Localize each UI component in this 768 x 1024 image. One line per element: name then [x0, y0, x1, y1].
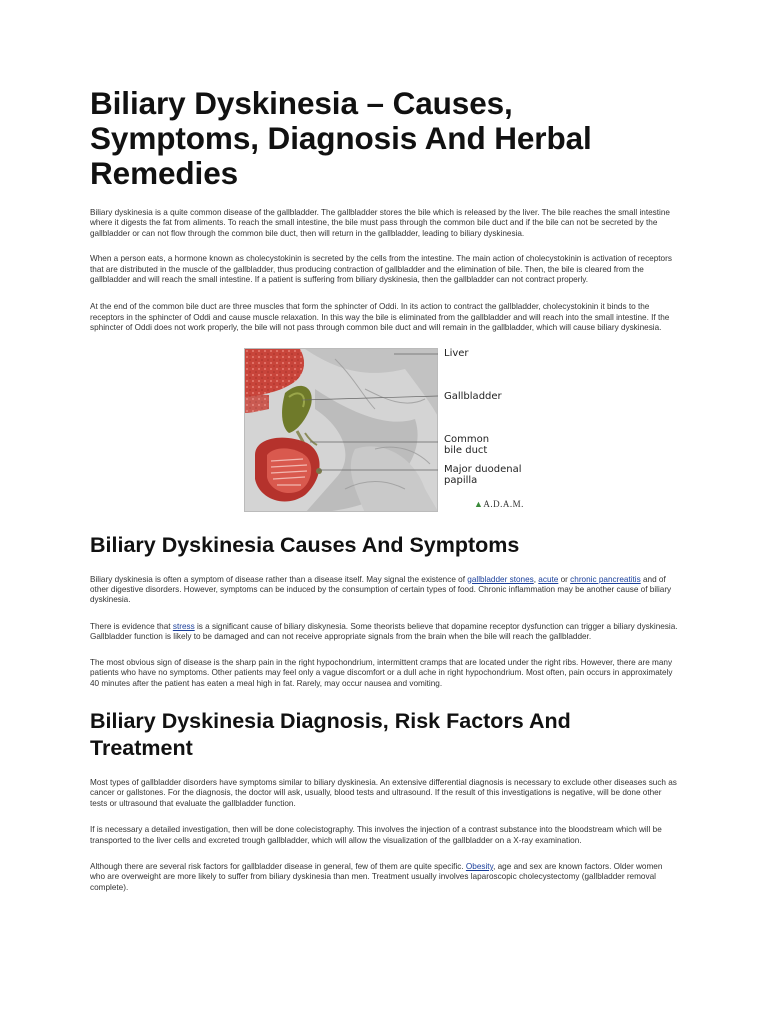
causes-p1-text-before: Biliary dyskinesia is often a symptom of disease rather than a disease itself. May signal the existence of — [90, 574, 468, 584]
intro-paragraph-2: When a person eats, a hormone known as cholecystokinin is secreted by the cells from the intestine. The main action of cholecystokinin is activation of receptors that are distributed in the muscle of the gallbladder, thus producing contraction of gallbladder and the elimination of bile. Then, the bile is cleared from the gallbladder and will reach the small intestine. If a patient is suffering from biliary dyskinesia, then the gallbladder can not contract properly. — [90, 254, 672, 285]
article-title: Biliary Dyskinesia – Causes, Symptoms, Diagnosis And Herbal Remedies — [90, 85, 592, 191]
link-stress[interactable]: stress — [172, 621, 195, 631]
link-gallbladder-stones[interactable]: gallbladder stones — [467, 574, 534, 584]
figure-callout-lines — [244, 348, 534, 512]
causes-p1-sep2: or — [558, 574, 571, 584]
causes-paragraph-2 — [90, 622, 678, 643]
diagnosis-paragraph-1: Most types of gallbladder disorders have symptoms similar to biliary dyskinesia. An extensive differential diagnosis is necessary to exclude other diseases such as cancer or gallstones. For the diagnosis, the doctor will ask, usually, blood tests and ultrasound. If the result of this investigations is negative, will be done other tests or ultrasound that evaluate the gallbladder function. — [90, 777, 677, 808]
diagnosis-paragraph-3 — [90, 862, 678, 893]
anatomy-figure — [244, 348, 534, 512]
link-chronic-pancreatitis[interactable]: chronic pancreatitis — [570, 574, 641, 584]
causes-paragraph-1 — [90, 575, 678, 606]
label-liver: Liver — [444, 347, 469, 359]
label-common-bile-duct: Common bile duct — [444, 433, 490, 456]
diagnosis-p3-text-after: , age and sex are known factors. Older women who are overweight are more likely to suffer from biliary dyskinesia than men. Treatment usually involves laparoscopic cholecystectomy (gallbladder removal complete). — [90, 861, 663, 892]
causes-p1-sep1: , — [533, 574, 539, 584]
causes-p2-text-before: There is evidence that — [90, 621, 173, 631]
intro-paragraph-3: At the end of the common bile duct are three muscles that form the sphincter of Oddi. In its action to contract the gallbladder, cholecystokinin it binds to the receptors in the sphincter of Oddi and cause muscle relaxation. In this way the bile is eliminated from the gallbladder and will reach into the small intestine. If the sphincter of Oddi does not work properly, the bile will not pass through common bile duct and will remain in the gallbladder, which will cause biliary dyskinesia. — [90, 302, 670, 333]
link-acute[interactable]: acute — [538, 574, 559, 584]
label-major-duodenal-papilla: Major duodenal papilla — [444, 463, 522, 486]
diagnosis-paragraph-2: If is necessary a detailed investigation, then will be done colecistography. This involves the injection of a contrast substance into the bloodstream which will be transported to the liver cells and excreted trough gallbladder, which will allow the visualization of the gallbladder on a X-ray examination. — [90, 825, 662, 845]
intro-paragraph-1: Biliary dyskinesia is a quite common disease of the gallbladder. The gallbladder stores the bile which is released by the liver. The bile reaches the small intestine where it digests the fat from aliments. To reach the small intestine, the bile must pass through the common bile duct and if the bile can not be secreted by the gallbladder or can not flow through the common bile duct, then will return in the gallbladder, leading to biliary dyskinesia. — [90, 208, 670, 238]
section-heading-diagnosis: Biliary Dyskinesia Diagnosis, Risk Factors And Treatment — [90, 708, 571, 760]
article — [90, 86, 678, 893]
adam-logo-mark: ▲ — [474, 498, 484, 509]
diagnosis-p3-text-before: Although there are several risk factors for gallbladder disease in general, few of them are quite specific. — [90, 861, 466, 871]
adam-credit-text: A.D.A.M. — [483, 498, 524, 509]
causes-p2-text-after: is a significant cause of biliary diskynesia. Some theorists believe that dopamine receptor dysfunction can trigger a biliary dyskinesia. Gallbladder function is likely to be damaged and can not receive appropriate signals from the brain when the bile will reach the gallbladder. — [90, 621, 678, 642]
adam-logo — [474, 499, 524, 509]
label-gallbladder: Gallbladder — [444, 390, 502, 402]
section-heading-causes: Biliary Dyskinesia Causes And Symptoms — [90, 532, 520, 557]
link-obesity[interactable]: Obesity — [465, 861, 494, 871]
causes-p1-text-after: and of other digestive disorders. However, symptoms can be induced by the consumption of certain types of food. Chronic inflammation may be another cause of biliary dyskinesia. — [90, 574, 672, 605]
causes-paragraph-3: The most obvious sign of disease is the sharp pain in the right hypochondrium, intermittent cramps that are located under the right ribs. However, there are many patients who have no symptoms. Other patients may feel only a vague discomfort or a dull ache in right hypochondrium. Most often, pain occurs in approximately 40 minutes after the patient has eaten a meal high in fat. Rarely, may occur nausea and vomiting. — [90, 657, 673, 688]
